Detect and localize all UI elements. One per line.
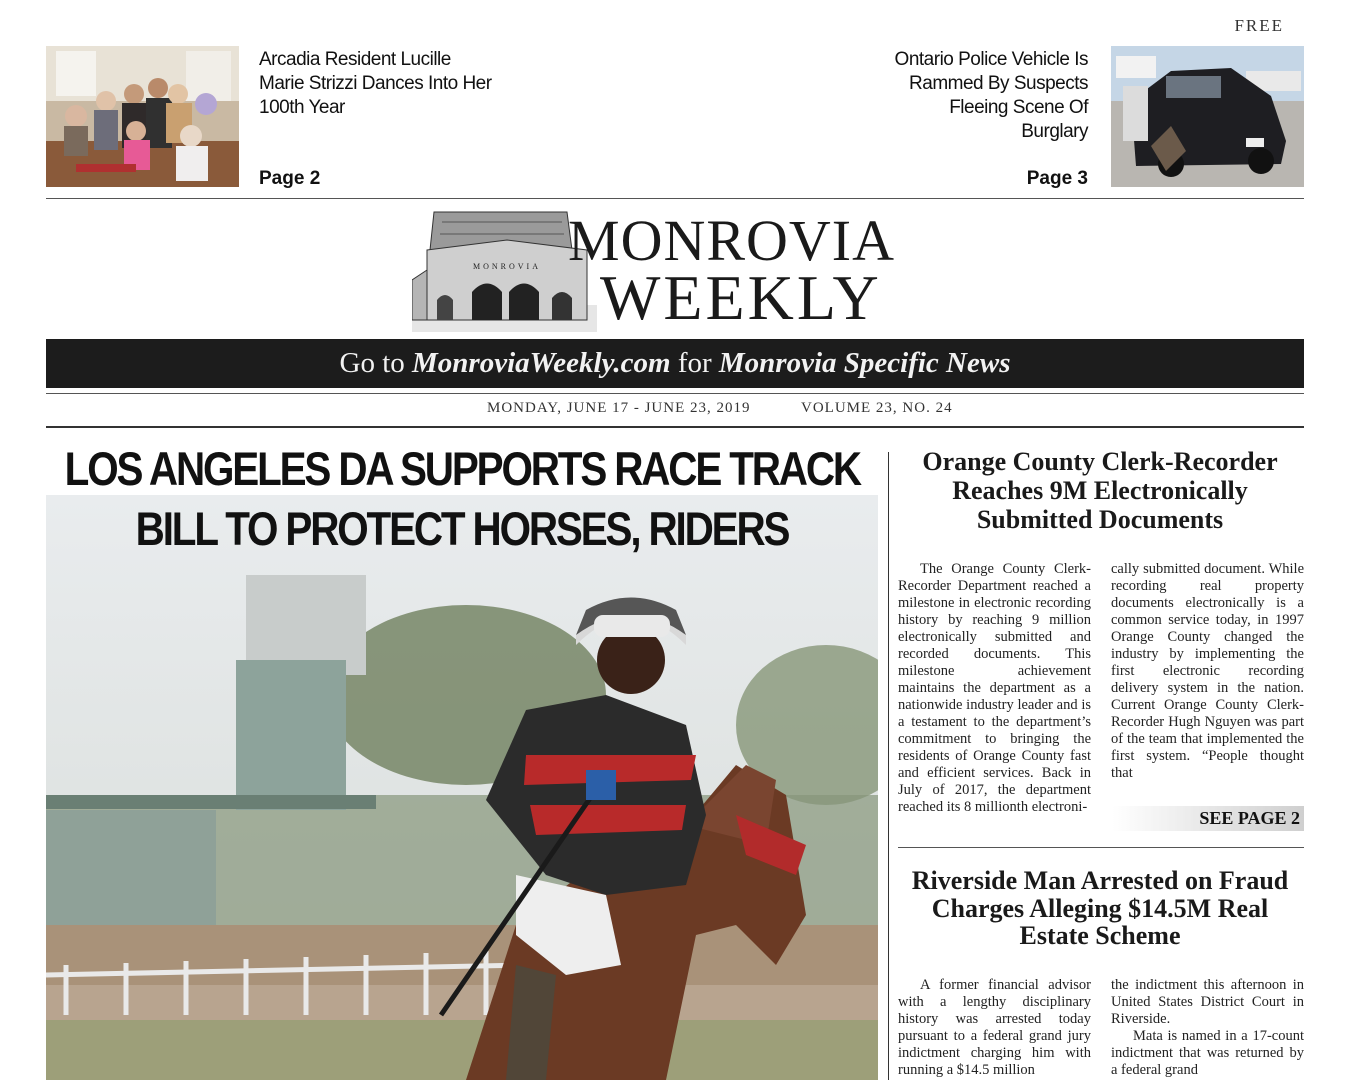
story2-headline[interactable]: Riverside Man Arrested on Fraud Charges Alleging $14.5M Real Estate Scheme: [911, 866, 1289, 950]
dateline-bottom-rule: [46, 426, 1304, 428]
story2-col1-text: A former financial advisor with a lengthy disciplinary history was arrested today pursuant to a federal grand jury indictment charging him with running a $14.5 million: [898, 977, 1091, 1078]
jockey-horse-photo-icon: [46, 495, 878, 1080]
issue-volume: VOLUME 23, NO. 24: [801, 400, 953, 416]
teaser-photo-police[interactable]: [1111, 46, 1304, 187]
lead-headline-line1[interactable]: LOS ANGELES DA SUPPORTS RACE TRACK: [64, 442, 860, 495]
lead-photo-jockey[interactable]: [46, 495, 878, 1080]
building-sign: MONROVIA: [473, 262, 541, 271]
story1-col2-text: cally submitted document. While recording real property documents electronically is a common service today, in 1997 Orange County changed the industry by implementing the first electronic recording delivery system in the nation. Current Orange County Clerk-Recorder Hugh Nguyen was part of the team that implemented the first system. “People thought that: [1111, 561, 1304, 781]
teaser-title-ontario[interactable]: Ontario Police Vehicle Is Rammed By Suspects Fleeing Scene Of Burglary: [894, 49, 1088, 142]
story1-headline[interactable]: Orange County Clerk-Recorder Reaches 9M Electronically Submitted Documents: [922, 447, 1278, 534]
masthead-title-line1: MONROVIA: [568, 208, 895, 273]
teaser-title-lucille[interactable]: Arcadia Resident Lucille Marie Strizzi Dances Into Her 100th Year: [259, 49, 492, 118]
top-divider: [46, 198, 1304, 199]
issue-date: MONDAY, JUNE 17 - JUNE 23, 2019: [487, 400, 751, 416]
column-divider: [888, 452, 889, 1080]
party-photo-icon: [46, 46, 239, 187]
story-divider: [898, 847, 1304, 848]
teaser-page-2[interactable]: Page 2: [259, 168, 321, 189]
banner-site-link[interactable]: MonroviaWeekly.com: [412, 347, 671, 379]
story1-col1-text: The Orange County Clerk-Recorder Department reached a milestone in electronic recording history by reaching 9 million electronically submitted and recorded documents. This milestone achievement maintains the department as a nationwide industry leader and is a testament to the department’s commitment to bringing the residents of Orange County fast and efficient services. Back in July of 2017, the department reached its 8 millionth electroni-: [898, 561, 1091, 815]
teaser-page-3[interactable]: Page 3: [1026, 168, 1088, 189]
lead-headline-line2[interactable]: BILL TO PROTECT HORSES, RIDERS: [135, 502, 789, 555]
masthead-title-line2: WEEKLY: [600, 262, 882, 333]
dateline-top-rule: [46, 393, 1304, 394]
see-page-label: SEE PAGE 2: [1199, 808, 1300, 828]
story2-col2-p2: Mata is named in a 17-count indictment that was returned by a federal grand: [1111, 1028, 1304, 1078]
website-banner[interactable]: [46, 339, 1304, 388]
price-label: FREE: [1234, 16, 1284, 35]
teaser-photo-party[interactable]: [46, 46, 239, 187]
banner-prefix: Go to: [339, 347, 413, 379]
banner-middle: for: [670, 347, 719, 379]
story2-column1: [898, 977, 1091, 1079]
banner-tagline: Monrovia Specific News: [718, 347, 1011, 379]
story1-column1: [898, 561, 1091, 816]
story1-column2: [1111, 561, 1304, 782]
police-car-photo-icon: [1111, 46, 1304, 187]
story2-col2-p1: the indictment this afternoon in United States District Court in Riverside.: [1111, 977, 1304, 1027]
story2-column2: [1111, 977, 1304, 1079]
story1-continued-link[interactable]: [1112, 806, 1304, 831]
